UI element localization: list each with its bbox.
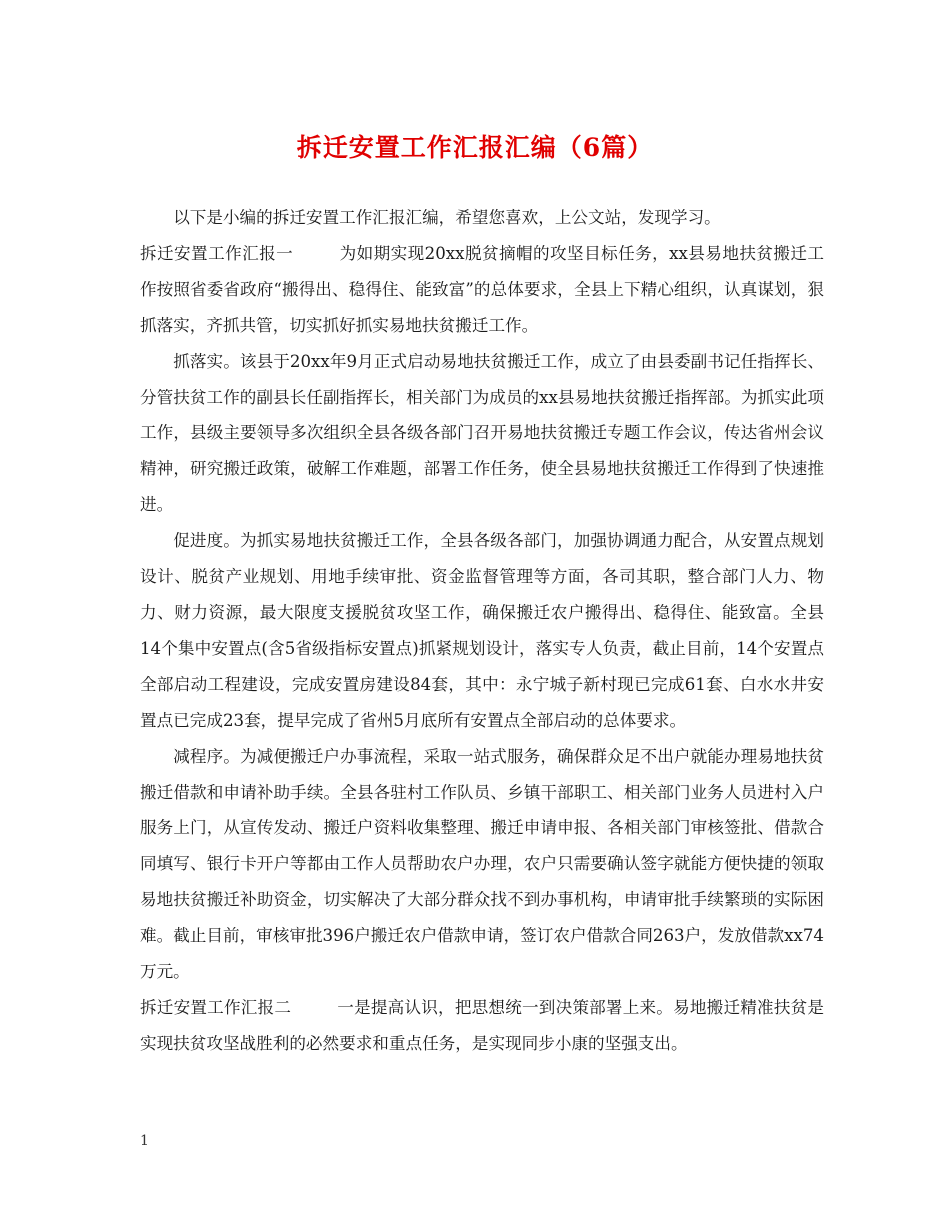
paragraph-cu-jin-du: 促进度。为抓实易地扶贫搬迁工作，全县各级各部门，加强协调通力配合，从安置点规划设计、脱贫产业规划、用地手续审批、资金监督管理等方面，各司其职，整合部门人力、物力、财力资源，最大限度支援脱贫攻坚工作，确保搬迁农户搬得出、稳得住、能致富。全县14个集中安置点(含5省级指标安置点)抓紧规划设计，落实专人负责，截止目前，14个安置点全部启动工程建设，完成安置房建设84套，其中：永宁城子新村现已完成61套、白水水井安置点已完成23套，提早完成了省州5月底所有安置点全部启动的总体要求。: [140, 531, 824, 730]
section-1-paragraph: [140, 236, 824, 344]
section-2-lead: 一是提高认识，把思想统一到决策部署上来。易地搬迁精准扶贫是实现扶贫攻坚战胜利的必然要求和重点任务，是实现同步小康的坚强支出。: [140, 997, 825, 1053]
paragraph-jian-cheng-xu: 减程序。为减便搬迁户办事流程，采取一站式服务，确保群众足不出户就能办理易地扶贫搬迁借款和申请补助手续。全县各驻村工作队员、乡镇干部职工、相关部门业务人员进村入户服务上门，从宣传发动、搬迁户资料收集整理、搬迁申请申报、各相关部门审核签批、借款合同填写、银行卡开户等都由工作人员帮助农户办理，农户只需要确认签字就能方便快捷的领取易地扶贫搬迁补助资金，切实解决了大部分群众找不到办事机构，申请审批手续繁琐的实际困难。截止目前，审核审批396户搬迁农户借款申请，签订农户借款合同263户，发放借款xx74万元。: [140, 746, 824, 982]
section-1-heading: 拆迁安置工作汇报一: [140, 243, 294, 263]
paragraph-zhua-luo-shi: 抓落实。该县于20xx年9月正式启动易地扶贫搬迁工作，成立了由县委副书记任指挥长、分管扶贫工作的副县长任副指挥长，相关部门为成员的xx县易地扶贫搬迁指挥部。为抓实此项工作，县级主要领导多次组织全县各级各部门召开易地扶贫搬迁专题工作会议，传达省州会议精神，研究搬迁政策，破解工作难题，部署工作任务，使全县易地扶贫搬迁工作得到了快速推进。: [140, 351, 824, 515]
page-number: 1: [140, 1133, 149, 1149]
document-title: 拆迁安置工作汇报汇编（6篇）: [296, 133, 654, 162]
intro-paragraph: 以下是小编的拆迁安置工作汇报汇编，希望您喜欢，上公文站，发现学习。: [173, 208, 721, 227]
document-body: [140, 200, 824, 1062]
section-2-heading: 拆迁安置工作汇报二: [140, 997, 292, 1017]
section-2-paragraph: [140, 990, 824, 1062]
section-1-lead: 为如期实现20xx脱贫摘帽的攻坚目标任务，xx县易地扶贫搬迁工作按照省委省政府“搬得出、稳得住、能致富”的总体要求，全县上下精心组织，认真谋划，狠抓落实，齐抓共管，切实抓好抓实易地扶贫搬迁工作。: [140, 243, 825, 335]
